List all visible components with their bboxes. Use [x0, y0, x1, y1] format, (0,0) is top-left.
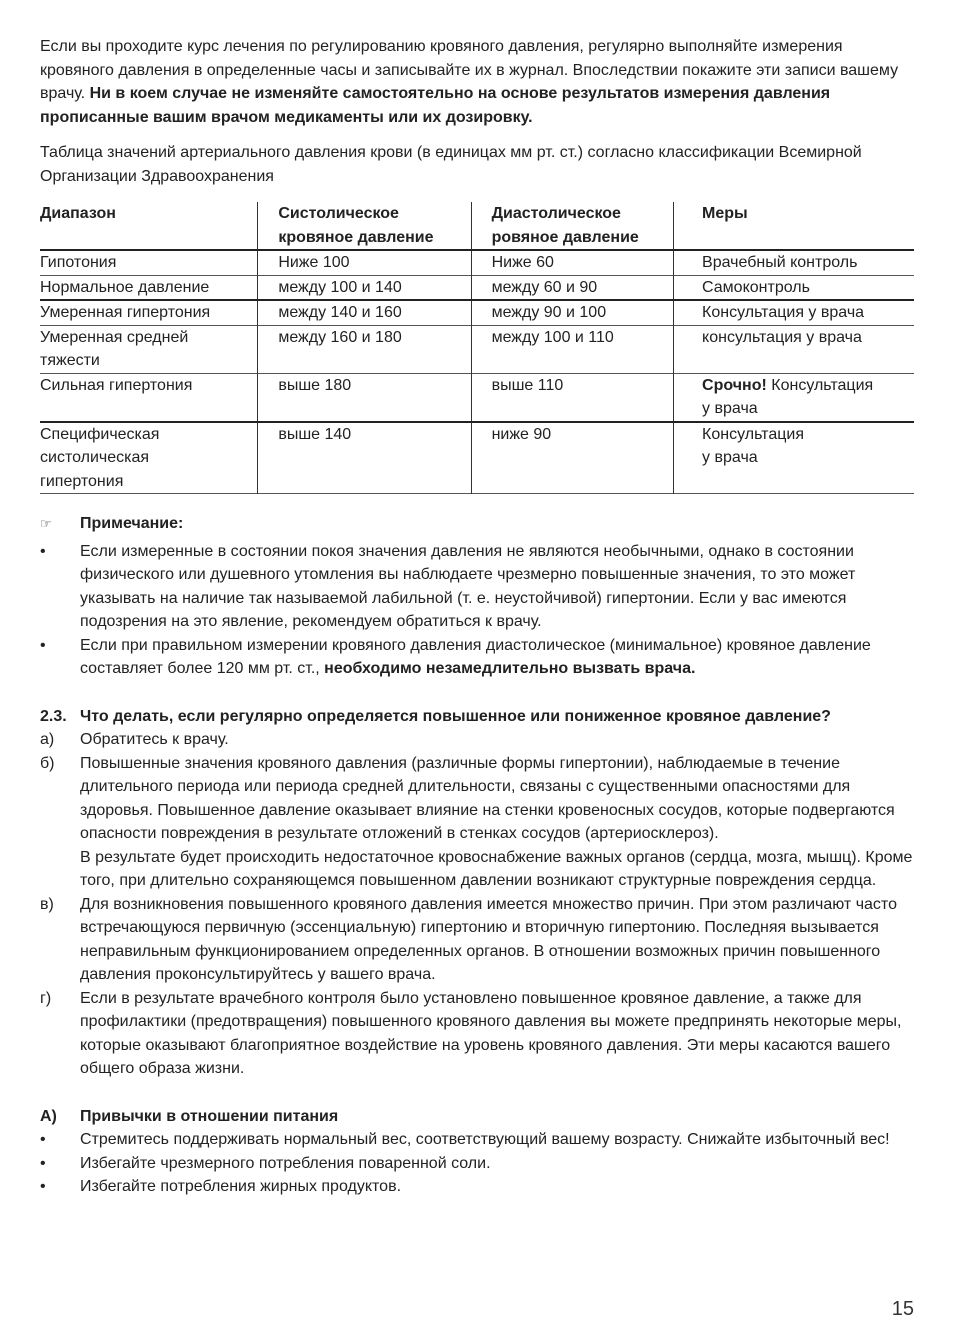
hand-pointer-icon: ☞	[40, 516, 52, 531]
subsection-marker: A)	[40, 1107, 57, 1125]
cell-range: Гипотония	[40, 254, 117, 271]
list-item	[40, 1152, 914, 1176]
pressure-table	[40, 202, 914, 494]
cell-diastolic: между 100 и 110	[471, 325, 673, 373]
table-row	[40, 422, 914, 494]
cell-systolic: между 160 и 180	[258, 325, 471, 373]
bullet: •	[40, 636, 46, 654]
cell-measures: Самоконтроль	[674, 275, 914, 300]
header-measures: Меры	[674, 202, 914, 250]
item-text	[80, 752, 914, 893]
cell-range: Умеренная средней тяжести	[40, 328, 189, 369]
cell-measures	[674, 373, 914, 422]
header-systolic: Систолическое кровяное давление	[258, 202, 471, 250]
cell-systolic: между 140 и 160	[258, 300, 471, 325]
cell-measures: Консультация у врача	[674, 300, 914, 325]
section-heading	[40, 705, 914, 729]
intro-warning: Ни в коем случае не изменяйте самостоятельно на основе результатов измерения давления прописанные вашим врачом медикаменты или их дозировку.	[40, 85, 831, 126]
page-content	[40, 35, 914, 1199]
bullet: •	[40, 1131, 46, 1148]
cell-diastolic: ниже 90	[471, 422, 673, 494]
subsection-heading	[40, 1105, 914, 1129]
item-marker: в)	[40, 895, 54, 913]
bullet: •	[40, 1178, 46, 1195]
bullet: •	[40, 542, 46, 560]
diet-bullet: Стремитесь поддерживать нормальный вес, соответствующий вашему возрасту. Снижайте избыточный вес!	[80, 1131, 890, 1148]
list-item	[40, 1175, 914, 1199]
table-row	[40, 250, 914, 275]
item-text: Если в результате врачебного контроля было установлено повышенное кровяное давление, а также для профилактики (предотвращения) повышенного кровяного давления вы можете предпринять некоторые меры, которые оказывают благоприятное воздействие на уровень кровяного давления. Эти меры касаются вашего общего образа жизни.	[80, 989, 902, 1077]
cell-systolic: Ниже 100	[258, 250, 471, 275]
intro-paragraph	[40, 35, 914, 129]
item-text-part1: Повышенные значения кровяного давления (различные формы гипертонии), наблюдаемые в течение длительного периода или периода средней длительности, связаны с существенными опасностями для здоровья. Повышенное давление оказывает влияние на стенки кровеносных сосудов, которые подвергаются опасности повреждения в результате отложений в стенках сосудов (артериосклероз).	[80, 754, 895, 842]
list-item	[40, 540, 914, 634]
table-row	[40, 373, 914, 422]
header-range: Диапазон	[40, 205, 116, 222]
list-item	[40, 1128, 914, 1152]
intro-text: Если вы проходите курс лечения по регулированию кровяного давления, регулярно выполняйте измерения кровяного давления в определенные часы и записывайте их в журнал. Впоследствии покажите эти записи вашему врачу.	[40, 38, 899, 102]
section-number: 2.3.	[40, 707, 67, 725]
list-item	[40, 752, 914, 893]
list-item	[40, 987, 914, 1081]
cell-range: Нормальное давление	[40, 278, 210, 296]
note-bullet-2-warning: необходимо незамедлительно вызвать врача.	[324, 660, 696, 677]
cell-measures-text: Консультация у врача	[702, 376, 874, 417]
item-marker: б)	[40, 754, 55, 772]
item-text-part2: В результате будет происходить недостаточное кровоснабжение важных органов (сердца, мозга, мышц). Кроме того, при длительно сохраняющемся повышенном давлении возникают структурные повреждения сердца.	[80, 848, 913, 889]
cell-diastolic: Ниже 60	[471, 250, 673, 275]
bullet: •	[40, 1154, 46, 1172]
cell-systolic: между 100 и 140	[258, 275, 471, 300]
table-header-row	[40, 202, 914, 250]
item-marker: г)	[40, 989, 52, 1007]
list-item	[40, 728, 914, 752]
cell-diastolic: между 60 и 90	[471, 275, 673, 300]
cell-measures: консультация у врача	[674, 325, 914, 373]
note-title: Примечание:	[80, 515, 184, 532]
header-diastolic: Диастолическое ровяное давление	[471, 202, 673, 250]
note-bullet-2	[80, 634, 914, 681]
cell-systolic: выше 180	[258, 373, 471, 422]
note-heading	[40, 512, 914, 536]
section-title: Что делать, если регулярно определяется повышенное или пониженное кровяное давление?	[80, 707, 831, 725]
list-item	[40, 634, 914, 681]
table-row	[40, 275, 914, 300]
cell-range: Сильная гипертония	[40, 376, 193, 394]
note-bullet-1: Если измеренные в состоянии покоя значения давления не являются необычными, однако в состоянии физического или душевного утомления вы наблюдаете чрезмерно повышенные значения, то это может указывать на наличие так называемой лабильной (т. е. неустойчивой) гипертонии. Если у вас имеются подозрения на это явление, рекомендуем обратиться к врачу.	[80, 542, 856, 630]
list-item	[40, 893, 914, 987]
cell-systolic: выше 140	[258, 422, 471, 494]
cell-range: Специфическая систолическая гипертония	[40, 425, 160, 490]
pressure-table-wrap	[40, 202, 914, 494]
table-row	[40, 325, 914, 373]
table-row	[40, 300, 914, 325]
diet-bullet: Избегайте чрезмерного потребления поваренной соли.	[80, 1154, 491, 1172]
note-bullet-2-text: Если при правильном измерении кровяного давления диастолическое (минимальное) кровяное давление составляет более 120 мм рт. ст.,	[80, 636, 871, 677]
subsection-title: Привычки в отношении питания	[80, 1107, 339, 1125]
diet-bullet: Избегайте потребления жирных продуктов.	[80, 1178, 402, 1195]
urgent-label: Срочно!	[702, 376, 767, 394]
page-number: 15	[891, 1298, 914, 1320]
cell-diastolic: между 90 и 100	[471, 300, 673, 325]
cell-diastolic: выше 110	[471, 373, 673, 422]
table-caption: Таблица значений артериального давления крови (в единицах мм рт. ст.) согласно классификации Всемирной Организации Здравоохранения	[40, 144, 862, 185]
item-text: Для возникновения повышенного кровяного давления имеется множество причин. При этом различают часто встречающуюся первичную (эссенциальную) гипертонию и вторичную гипертонию. Последняя вызывается неправильным функционированием определенных органов. В отношении возможных причин повышенного давления проконсультируйтесь у вашего врача.	[80, 895, 897, 983]
cell-measures: Врачебный контроль	[674, 250, 914, 275]
item-marker: а)	[40, 731, 55, 748]
cell-range: Умеренная гипертония	[40, 304, 211, 321]
item-text: Обратитесь к врачу.	[80, 731, 229, 748]
cell-measures: Консультация у врача	[674, 422, 914, 494]
